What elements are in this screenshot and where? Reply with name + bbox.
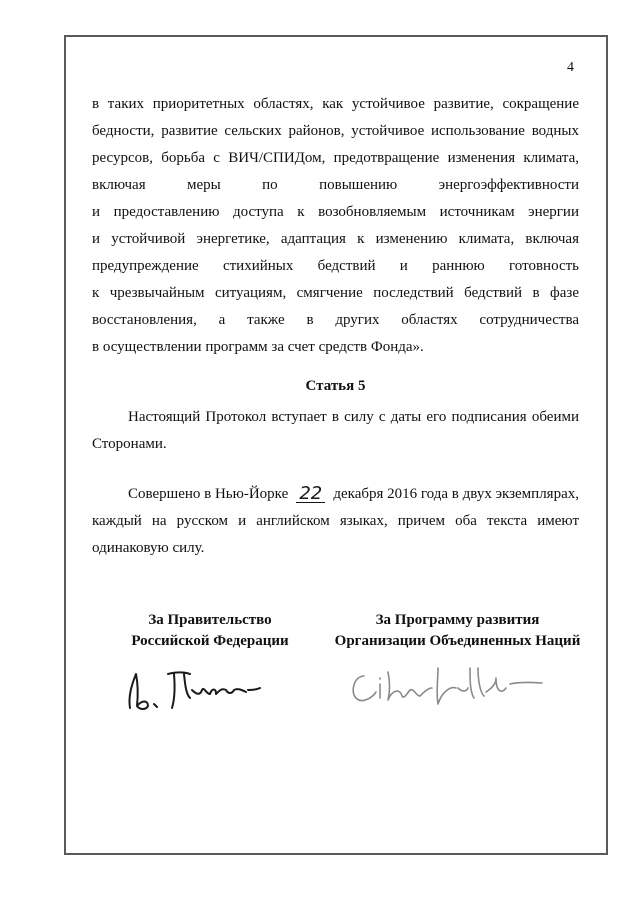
text-line: включая меры по повышению энергоэффективности (92, 177, 579, 193)
signatory-left-line1: За Правительство (148, 612, 272, 628)
article-heading: Статья 5 (305, 378, 366, 394)
text-line: в таких приоритетных областях, как устойчивое развитие, сокращение (92, 96, 579, 112)
article-text-line: Сторонами. (92, 436, 167, 452)
closing-text-start: Совершено в Нью-Йорке (128, 486, 289, 502)
text-line: и устойчивой энергетике, адаптация к изменению климата, включая (92, 231, 579, 247)
closing-line-3: одинаковую силу. (92, 540, 205, 556)
page-number: 4 (567, 60, 574, 75)
signatory-right-line2: Организации Объединенных Наций (334, 633, 581, 649)
text-line: ресурсов, борьба с ВИЧ/СПИДом, предотвращение изменения климата, (92, 150, 579, 166)
signature-right (346, 662, 546, 712)
handwritten-day: 22 (296, 486, 325, 503)
article-text-line: Настоящий Протокол вступает в силу с даты его подписания обеими (128, 409, 579, 425)
closing-line-1 (128, 485, 579, 503)
signatory-right (330, 610, 585, 652)
signatory-left (110, 610, 310, 652)
signatory-right-line1: За Программу развития (375, 612, 540, 628)
text-line: и предоставлению доступа к возобновляемым источникам энергии (92, 204, 579, 220)
text-line: бедности, развитие сельских районов, устойчивое использование водных (92, 123, 579, 139)
signature-left (118, 660, 278, 720)
closing-text-end: декабря 2016 года в двух экземплярах, (333, 486, 579, 502)
text-line: восстановления, а также в других областях сотрудничества (92, 312, 579, 328)
text-line: к чрезвычайным ситуациям, смягчение последствий бедствий в фазе (92, 285, 579, 301)
signatory-left-line2: Российской Федерации (131, 633, 289, 649)
closing-line-2: каждый на русском и английском языках, причем оба текста имеют (92, 513, 579, 529)
text-line: предупреждение стихийных бедствий и раннюю готовность (92, 258, 579, 274)
text-line: в осуществлении программ за счет средств Фонда». (92, 339, 424, 355)
